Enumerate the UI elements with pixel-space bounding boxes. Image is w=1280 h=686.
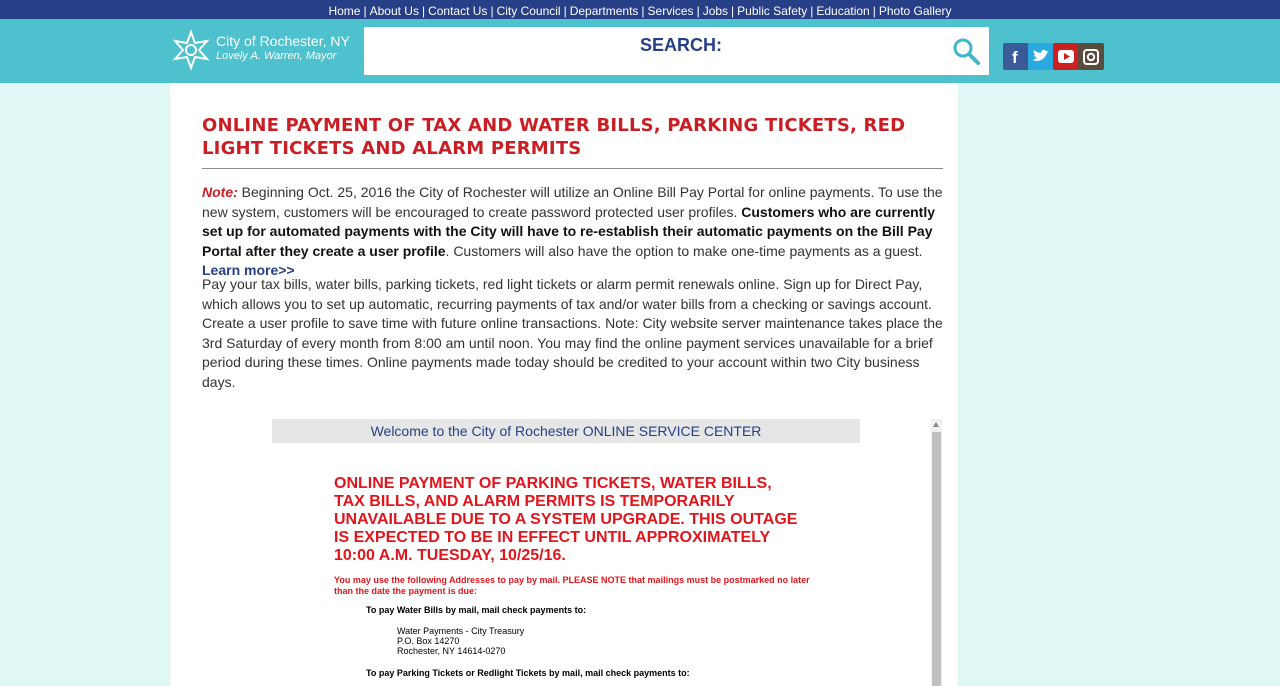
address-line: Rochester, NY 14614-0270 — [397, 646, 506, 656]
flower-logo-icon — [170, 29, 212, 71]
nav-link-about-us[interactable]: About Us — [369, 4, 419, 18]
site-header — [0, 19, 1280, 83]
logo-title: City of Rochester, NY — [216, 33, 350, 49]
youtube-icon[interactable] — [1053, 43, 1079, 70]
top-navigation — [0, 0, 1280, 19]
nav-link-photo-gallery[interactable]: Photo Gallery — [878, 4, 952, 18]
instagram-icon[interactable] — [1078, 43, 1104, 70]
info-paragraph: Pay your tax bills, water bills, parking tickets, red light tickets or alarm permit renewals online. Sign up for Direct Pay, which allows you to set up automatic, recurring payments of tax and/or water bills from a checking or savings account. Create a user profile to save time with future online transactions. Note: City website server maintenance takes place the 3rd Saturday of every month from 8:00 am until noon. You may find the online payment services unavailable for a brief period during these times. Online payments made today should be credited to your account within two City business days. — [202, 276, 943, 390]
nav-link-city-council[interactable]: City Council — [496, 4, 561, 18]
frame-scrollbar[interactable] — [931, 419, 942, 686]
mail-note: You may use the following Addresses to pay by mail. PLEASE NOTE that mailings must be postmarked no later than the date the payment is due: — [334, 575, 810, 596]
outage-notice: ONLINE PAYMENT OF PARKING TICKETS, WATER BILLS, TAX BILLS, AND ALARM PERMITS IS TEMPORARILY UNAVAILABLE DUE TO A SYSTEM UPGRADE. THIS OUTAGE IS EXPECTED TO BE IN EFFECT UNTIL APPROXIMATELY 10:00 A.M. TUESDAY, 10/25/16. — [334, 475, 798, 564]
water-address — [397, 626, 524, 656]
main-content — [170, 83, 958, 686]
logo-subtitle: Lovely A. Warren, Mayor — [216, 50, 337, 62]
page-title: ONLINE PAYMENT OF TAX AND WATER BILLS, PARKING TICKETS, RED LIGHT TICKETS AND ALARM PERMITS — [202, 115, 906, 159]
note-paragraph — [202, 183, 947, 281]
nav-link-education[interactable]: Education — [816, 4, 870, 18]
note-emphasis: Customers who are currently set up for automated payments with the City will have to re-establish their automatic payments on the Bill Pay Portal after they create a user profile — [202, 203, 935, 259]
note-label: Note: — [202, 184, 238, 200]
nav-link-contact-us[interactable]: Contact Us — [428, 4, 488, 18]
nav-link-home[interactable]: Home — [328, 4, 361, 18]
address-line: P.O. Box 14270 — [397, 636, 460, 646]
water-bills-heading: To pay Water Bills by mail, mail check payments to: — [366, 605, 587, 615]
title-divider — [202, 168, 943, 169]
scrollbar-thumb[interactable] — [932, 432, 941, 686]
welcome-banner: Welcome to the City of Rochester ONLINE SERVICE CENTER — [272, 419, 860, 443]
search-label: SEARCH: — [640, 35, 723, 55]
nav-link-public-safety[interactable]: Public Safety — [737, 4, 808, 18]
note-tail: . Customers will also have the option to make one-time payments as a guest. — [445, 242, 923, 259]
facebook-icon[interactable] — [1003, 43, 1029, 70]
city-logo[interactable] — [170, 29, 360, 71]
nav-link-jobs[interactable]: Jobs — [702, 4, 729, 18]
address-line: Water Payments - City Treasury — [397, 626, 525, 636]
note-text: Beginning Oct. 25, 2016 the City of Rochester will utilize an Online Bill Pay Portal for online payments. To use the new system, customers will be encouraged to create password protected user profiles. — [202, 184, 943, 220]
svg-text:f: f — [1012, 48, 1018, 67]
parking-tickets-heading: To pay Parking Tickets or Redlight Tickets by mail, mail check payments to: — [366, 668, 690, 678]
learn-more-link[interactable]: Learn more>> — [202, 262, 295, 278]
scroll-up-arrow-icon[interactable] — [933, 422, 939, 427]
search-icon[interactable] — [952, 37, 980, 65]
search-input[interactable] — [364, 27, 989, 75]
online-service-center-frame — [272, 419, 942, 686]
nav-link-departments[interactable]: Departments — [569, 4, 639, 18]
nav-link-services[interactable]: Services — [647, 4, 694, 18]
top-nav-links: Home | About Us | Contact Us | City Council | Departments | Services | Jobs | Public Safety | Education | Photo Gallery — [328, 4, 952, 18]
twitter-icon[interactable] — [1028, 43, 1054, 70]
